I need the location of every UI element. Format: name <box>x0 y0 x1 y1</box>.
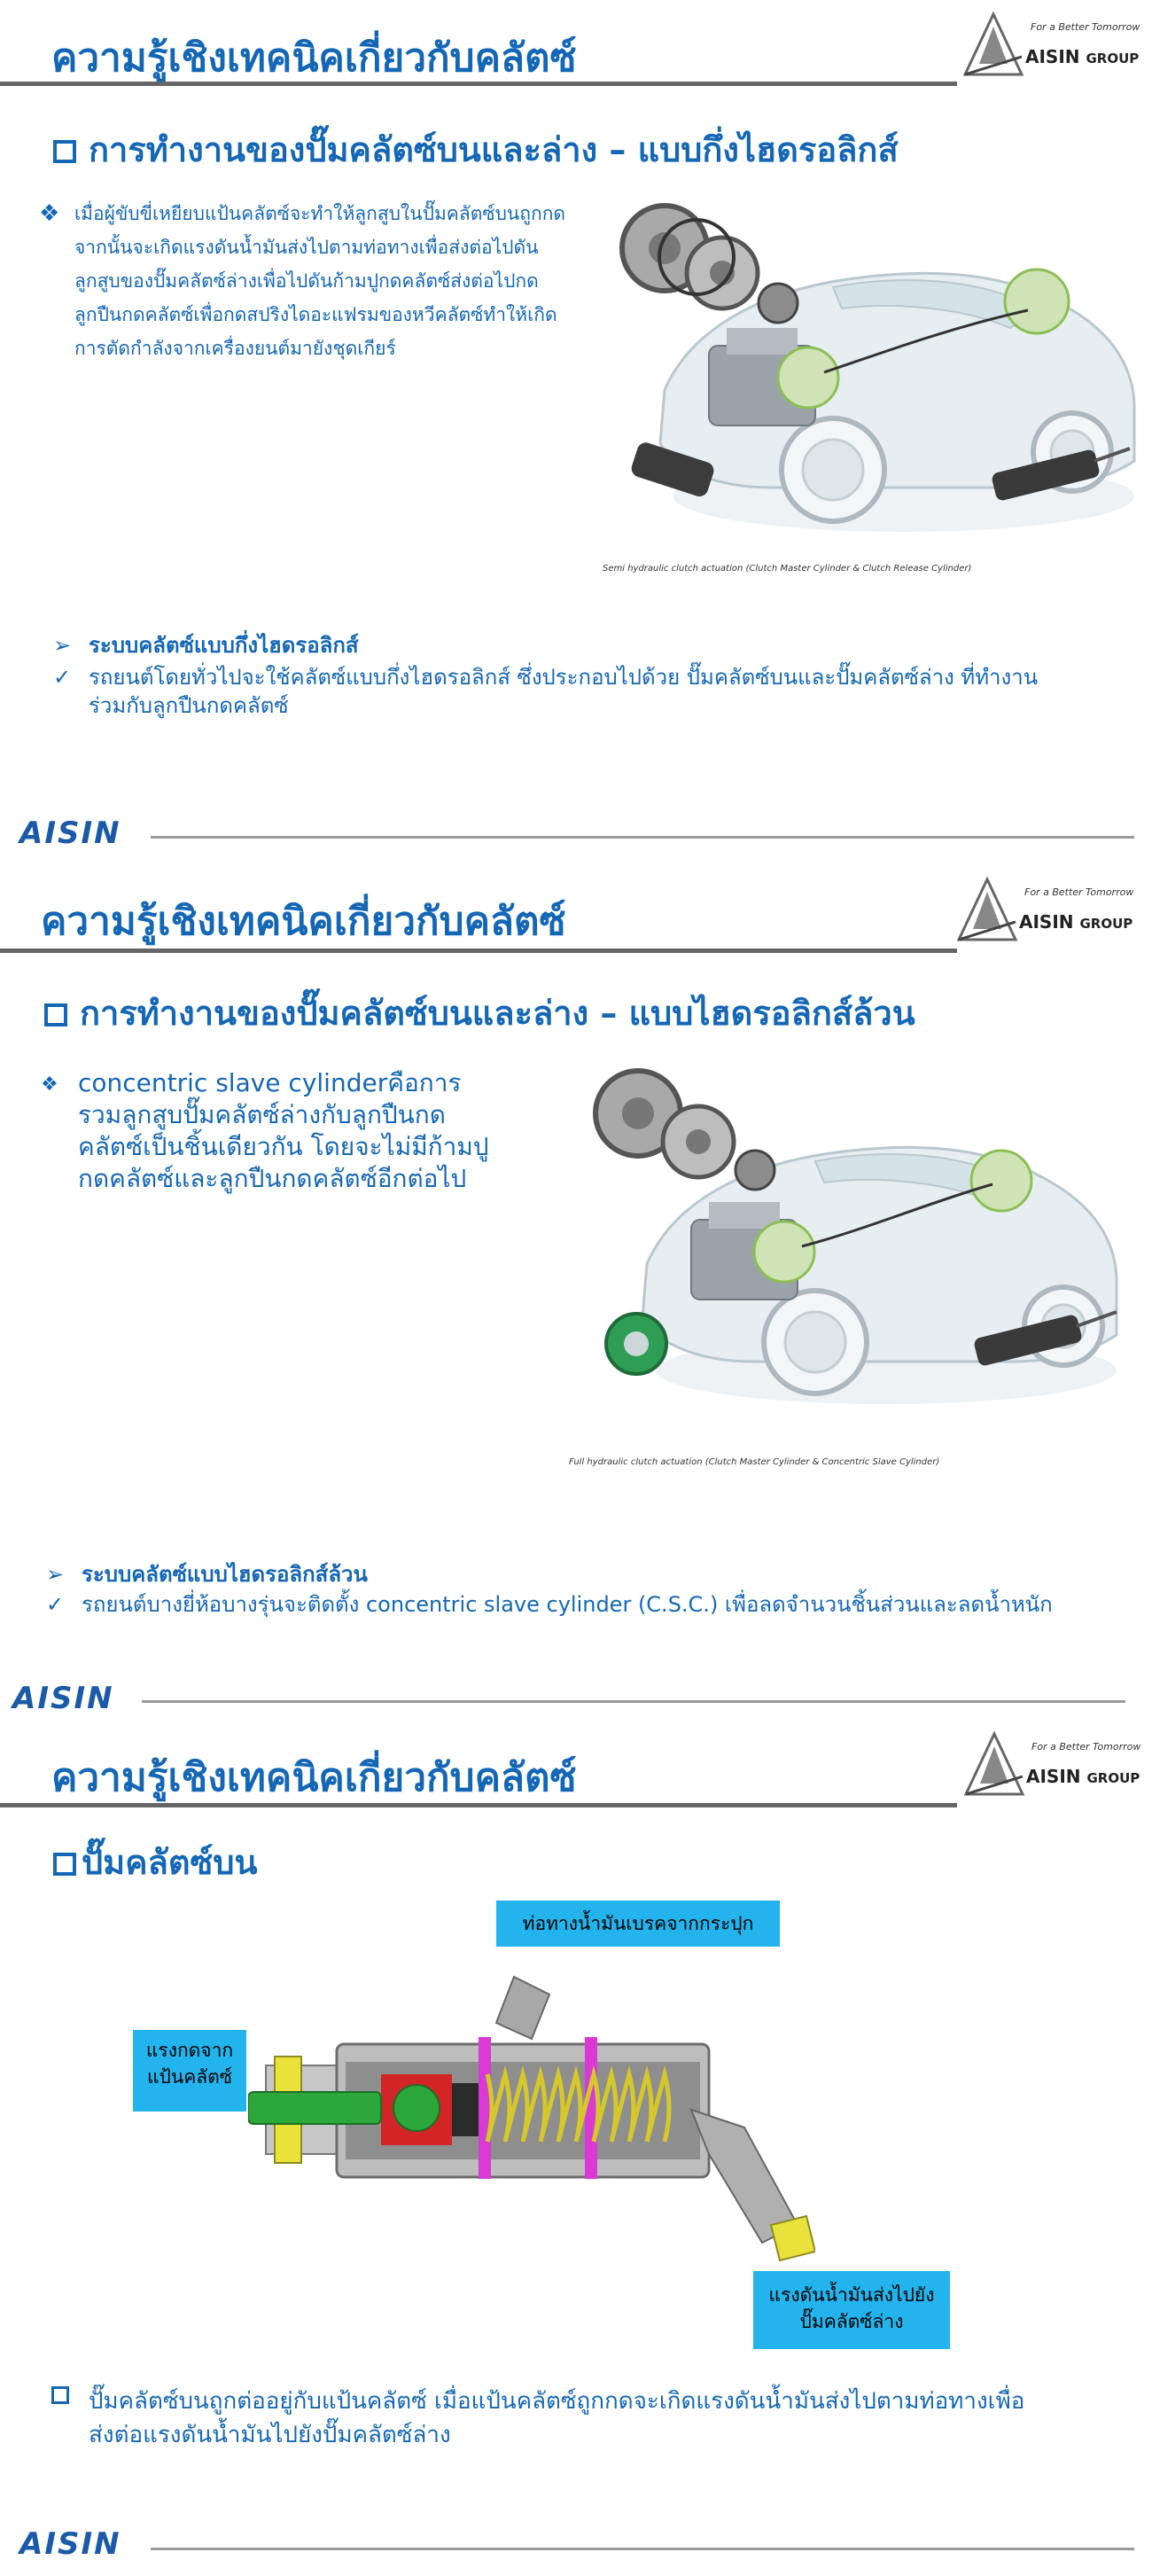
footer-rule <box>151 2548 1134 2550</box>
slide-title: ความรู้เชิงเทคนิคเกี่ยวกับคลัตซ์ <box>51 1755 577 1800</box>
logo-brand: AISIN GROUP <box>1026 1766 1140 1787</box>
slide-title: ความรู้เชิงเทคนิคเกี่ยวกับคลัตซ์ <box>51 35 577 81</box>
section-subtitle: ปั๊มคลัตซ์บน <box>53 1835 257 1889</box>
aisin-triangle-icon <box>955 876 1019 943</box>
arrow-bullet-icon: ➢ <box>53 633 72 658</box>
full-hydraulic-car-illustration <box>585 1060 1134 1432</box>
figure-caption: Semi hydraulic clutch actuation (Clutch Master Cylinder & Clutch Release Cylinder) <box>603 564 972 574</box>
logo-brand: AISIN GROUP <box>1019 911 1133 933</box>
aisin-group-logo <box>961 11 1139 82</box>
checkbox-square-icon <box>53 140 76 163</box>
checkbox-square-icon <box>51 2386 69 2404</box>
section-subtitle: การทำงานของปั๊มคลัตซ์บนและล่าง – แบบไฮดรอลิกส์ล้วน <box>44 986 915 1040</box>
checkbox-square-icon <box>44 1003 67 1026</box>
label-pressure-to-slave: แรงดันน้ำมันส่งไปยัง ปั๊มคลัตซ์ล่าง <box>753 2271 950 2349</box>
slide-master-cylinder <box>0 1720 1152 2576</box>
aisin-group-logo <box>955 876 1133 947</box>
logo-tagline: For a Better Tomorrow <box>1024 886 1134 898</box>
check-bullet-icon: ✓ <box>53 665 72 690</box>
semi-hydraulic-car-illustration <box>611 195 1143 567</box>
diamond-bullet-icon: ❖ <box>39 200 60 227</box>
description-paragraph: ❖ เมื่อผู้ขับขี่เหยียบแป้นคลัตซ์จะทำให้ลูกสูบในปั๊มคลัตซ์บนถูกกด จากนั้นจะเกิดแรงดันน้ำมันส่งไปตามท่อทางเพื่อส่งต่อไปดัน ลูกสูบของปั๊มคลัตซ์ล่างเพื่อไปดันก้ามปูกดคลัตซ์ส่งต่อไปกด ลูกปืนกดคลัตซ์เพื่อกดสปริงไดอะแฟรมของหวีคลัตซ์ทำให้เกิด การตัดกำลังจากเครื่องยนต์มายังชุดเกียร์ <box>74 197 588 365</box>
logo-brand: AISIN GROUP <box>1025 46 1140 67</box>
section-subtitle: การทำงานของปั๊มคลัตซ์บนและล่าง – แบบกึ่งไฮดรอลิกส์ <box>53 122 899 176</box>
aisin-triangle-icon <box>962 1730 1026 1798</box>
footer-rule <box>142 1700 1125 1703</box>
point-heading: ➢ ระบบคลัตซ์แบบกึ่งไฮดรอลิกส์ <box>53 633 359 658</box>
label-pedal-force: แรงกดจาก แป้นคลัตซ์ <box>133 2030 246 2112</box>
slide-title: ความรู้เชิงเทคนิคเกี่ยวกับคลัตซ์ <box>41 899 566 944</box>
arrow-bullet-icon: ➢ <box>46 1562 65 1587</box>
footer-aisin-logo: AISIN <box>19 2526 121 2562</box>
checkbox-square-icon <box>53 1853 76 1876</box>
aisin-group-logo <box>962 1730 1140 1801</box>
footer-rule <box>151 836 1134 839</box>
logo-tagline: For a Better Tomorrow <box>1031 1741 1141 1752</box>
aisin-triangle-icon <box>961 11 1025 78</box>
label-reservoir-line: ท่อทางน้ำมันเบรคจากกระปุก <box>496 1901 780 1947</box>
footer-aisin-logo: AISIN <box>12 1681 114 1716</box>
note-paragraph: ปั๊มคลัตซ์บนถูกต่ออยู่กับแป้นคลัตซ์ เมื่อแป้นคลัตซ์ถูกกดจะเกิดแรงดันน้ำมันส่งไปตามท่อทางเพื่อ ส่งต่อแรงดันน้ำมันไปยังปั๊มคลัตซ์ล่าง <box>89 2385 1108 2452</box>
description-paragraph: ❖ concentric slave cylinderคือการ รวมลูกสูบปั๊มคลัตซ์ล่างกับลูกปืนกด คลัตซ์เป็นชิ้นเดียวกัน โดยจะไม่มีก้ามปู กดคลัตซ์และลูกปืนกดคลัตซ์อีกต่อไป <box>41 1068 489 1193</box>
logo-tagline: For a Better Tomorrow <box>1031 21 1140 33</box>
header-rule <box>0 82 957 86</box>
header-rule <box>0 948 957 953</box>
point-description: ✓ รถยนต์โดยทั่วไปจะใช้คลัตซ์แบบกึ่งไฮดรอลิกส์ ซึ่งประกอบไปด้วย ปั๊มคลัตซ์บนและปั๊มคลัตซ์ล่าง ที่ทำงาน ร่วมกับลูกปืนกดคลัตซ์ <box>53 665 1039 718</box>
diamond-bullet-icon: ❖ <box>41 1073 58 1096</box>
check-bullet-icon: ✓ <box>46 1592 65 1617</box>
slide-semi-hydraulic <box>0 0 1152 851</box>
master-cylinder-cutaway-diagram <box>248 1959 815 2278</box>
footer-aisin-logo: AISIN <box>19 816 121 851</box>
point-heading: ➢ ระบบคลัตซ์แบบไฮดรอลิกส์ล้วน <box>46 1562 368 1587</box>
figure-caption: Full hydraulic clutch actuation (Clutch Master Cylinder & Concentric Slave Cylinder) <box>569 1457 940 1467</box>
slide-full-hydraulic <box>0 851 1152 1720</box>
header-rule <box>0 1803 957 1807</box>
point-description: ✓ รถยนต์บางยี่ห้อบางรุ่นจะติดตั้ง concentric slave cylinder (C.S.C.) เพื่อลดจำนวนชิ้นส่วนและลดน้ำหนัก <box>46 1592 1053 1617</box>
